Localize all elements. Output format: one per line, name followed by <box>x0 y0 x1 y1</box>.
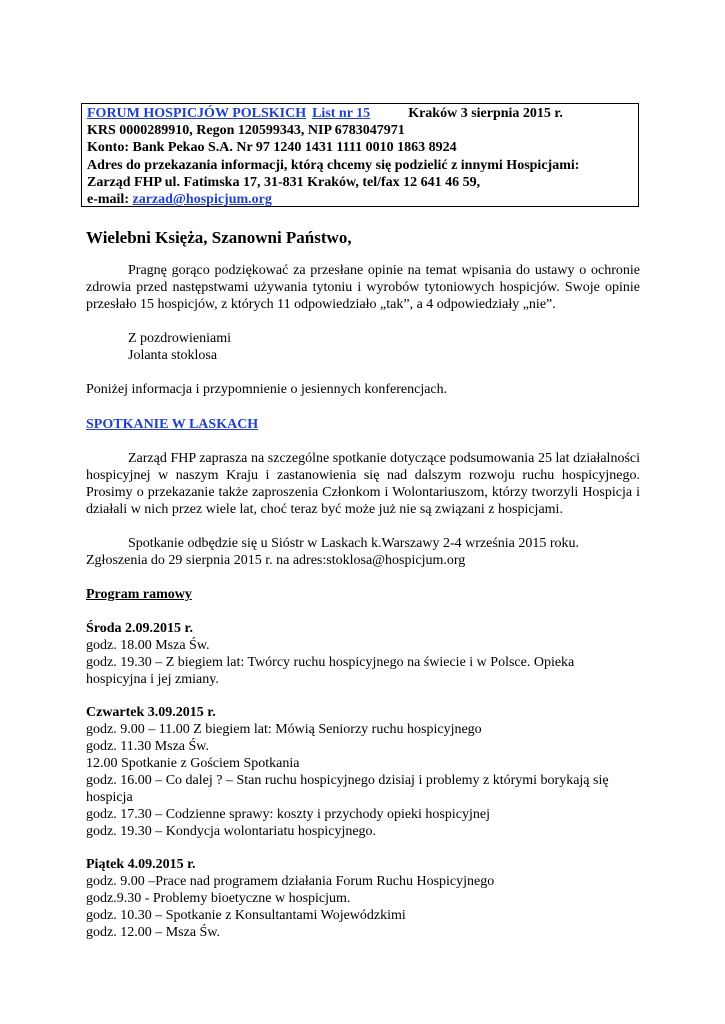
day2-title: Czwartek 3.09.2015 r. <box>86 705 216 720</box>
day3-item: godz. 12.00 – Msza Św. <box>86 925 221 940</box>
registration-info: Zgłoszenia do 29 sierpnia 2015 r. na adres:stoklosa@hospicjum.org <box>86 553 466 568</box>
reminder-text: Poniżej informacja i przypomnienie o jesiennych konferencjach. <box>86 382 448 397</box>
meeting-location: Spotkanie odbędzie się u Sióstr w Laskach k.Warszawy 2-4 września 2015 roku. <box>128 536 580 551</box>
section-title-link[interactable]: SPOTKANIE W LASKACH <box>86 417 259 432</box>
day3-item: godz. 9.00 –Prace nad programem działania Forum Ruchu Hospicyjnego <box>86 874 495 889</box>
day2-item: godz. 9.00 – 11.00 Z biegiem lat: Mówią Seniorzy ruchu hospicyjnego <box>86 722 482 737</box>
address-intro-line: Adres do przekazania informacji, którą chcemy się podzielić z innymi Hospicjami: <box>87 157 580 173</box>
board-address-line: Zarząd FHP ul. Fatimska 17, 31-831 Kraków, tel/fax 12 641 46 59, <box>87 174 481 190</box>
day1-title: Środa 2.09.2015 r. <box>86 621 193 636</box>
day2-item: hospicja <box>86 790 133 805</box>
letterhead-title-line <box>87 105 638 122</box>
signature: Jolanta stoklosa <box>128 348 218 363</box>
day2-item: godz. 11.30 Msza Św. <box>86 739 210 754</box>
day3-title: Piątek 4.09.2015 r. <box>86 857 196 872</box>
day1-item: hospicyjna i jej zmiany. <box>86 672 219 687</box>
email-link[interactable]: zarzad@hospicjum.org <box>132 192 272 208</box>
program-title: Program ramowy <box>86 587 192 602</box>
section-text: Zarząd FHP zaprasza na szczególne spotkanie dotyczące podsumowania 25 lat działalności hospicyjnej w naszym Kraju i zastanowienia się nad dalszym rozwoju ruchu hospicyjnego. Prosimy o przekazanie także zaproszenia Członkom i Wolontariuszom, którzy tworzyli Hospicja i działali w nich przez wiele lat, choć teraz być może już nie są związani z hospicjami. <box>86 451 640 517</box>
day3-item: godz.9.30 - Problemy bioetyczne w hospicjum. <box>86 891 351 906</box>
day2-item: godz. 19.30 – Kondycja wolontariatu hospicyjnego. <box>86 824 377 839</box>
forum-link[interactable]: FORUM HOSPICJÓW POLSKICH <box>87 106 307 121</box>
email-line <box>87 191 638 208</box>
section-paragraph <box>86 450 640 518</box>
day2-item: godz. 16.00 – Co dalej ? – Stan ruchu hospicyjnego dzisiaj i problemy z którymi borykają się <box>86 773 609 788</box>
intro-text: Pragnę gorąco podziękować za przesłane opinie na temat wpisania do ustawy o ochronie zdrowia przed następstwami używania tytoniu i wyrobów tytoniowych hospicjów. Swoje opinie przesłało 15 hospicjów, z których 11 odpowiedziało „tak”, a 4 odpowiedziały „nie”. <box>86 263 640 312</box>
day1-item: godz. 19.30 – Z biegiem lat: Twórcy ruchu hospicyjnego na świecie i w Polsce. Opieka <box>86 655 575 670</box>
letter-date: Kraków 3 sierpnia 2015 r. <box>408 106 563 121</box>
day2-item: godz. 17.30 – Codzienne sprawy: koszty i przychody opieki hospicyjnej <box>86 807 490 822</box>
letterhead-box <box>81 103 639 207</box>
intro-paragraph <box>86 262 640 313</box>
day1-item: godz. 18.00 Msza Św. <box>86 638 210 653</box>
list-number-link[interactable]: List nr 15 <box>312 106 371 121</box>
bank-account-line: Konto: Bank Pekao S.A. Nr 97 1240 1431 1111 0010 1863 8924 <box>87 140 457 156</box>
greeting: Wielebni Księża, Szanowni Państwo, <box>86 228 352 247</box>
day3-item: godz. 10.30 – Spotkanie z Konsultantami Wojewódzkimi <box>86 908 406 923</box>
krs-line: KRS 0000289910, Regon 120599343, NIP 6783047971 <box>87 123 405 139</box>
day2-item: 12.00 Spotkanie z Gościem Spotkania <box>86 756 300 771</box>
closing: Z pozdrowieniami <box>128 331 232 346</box>
email-label: e-mail: <box>87 192 133 208</box>
